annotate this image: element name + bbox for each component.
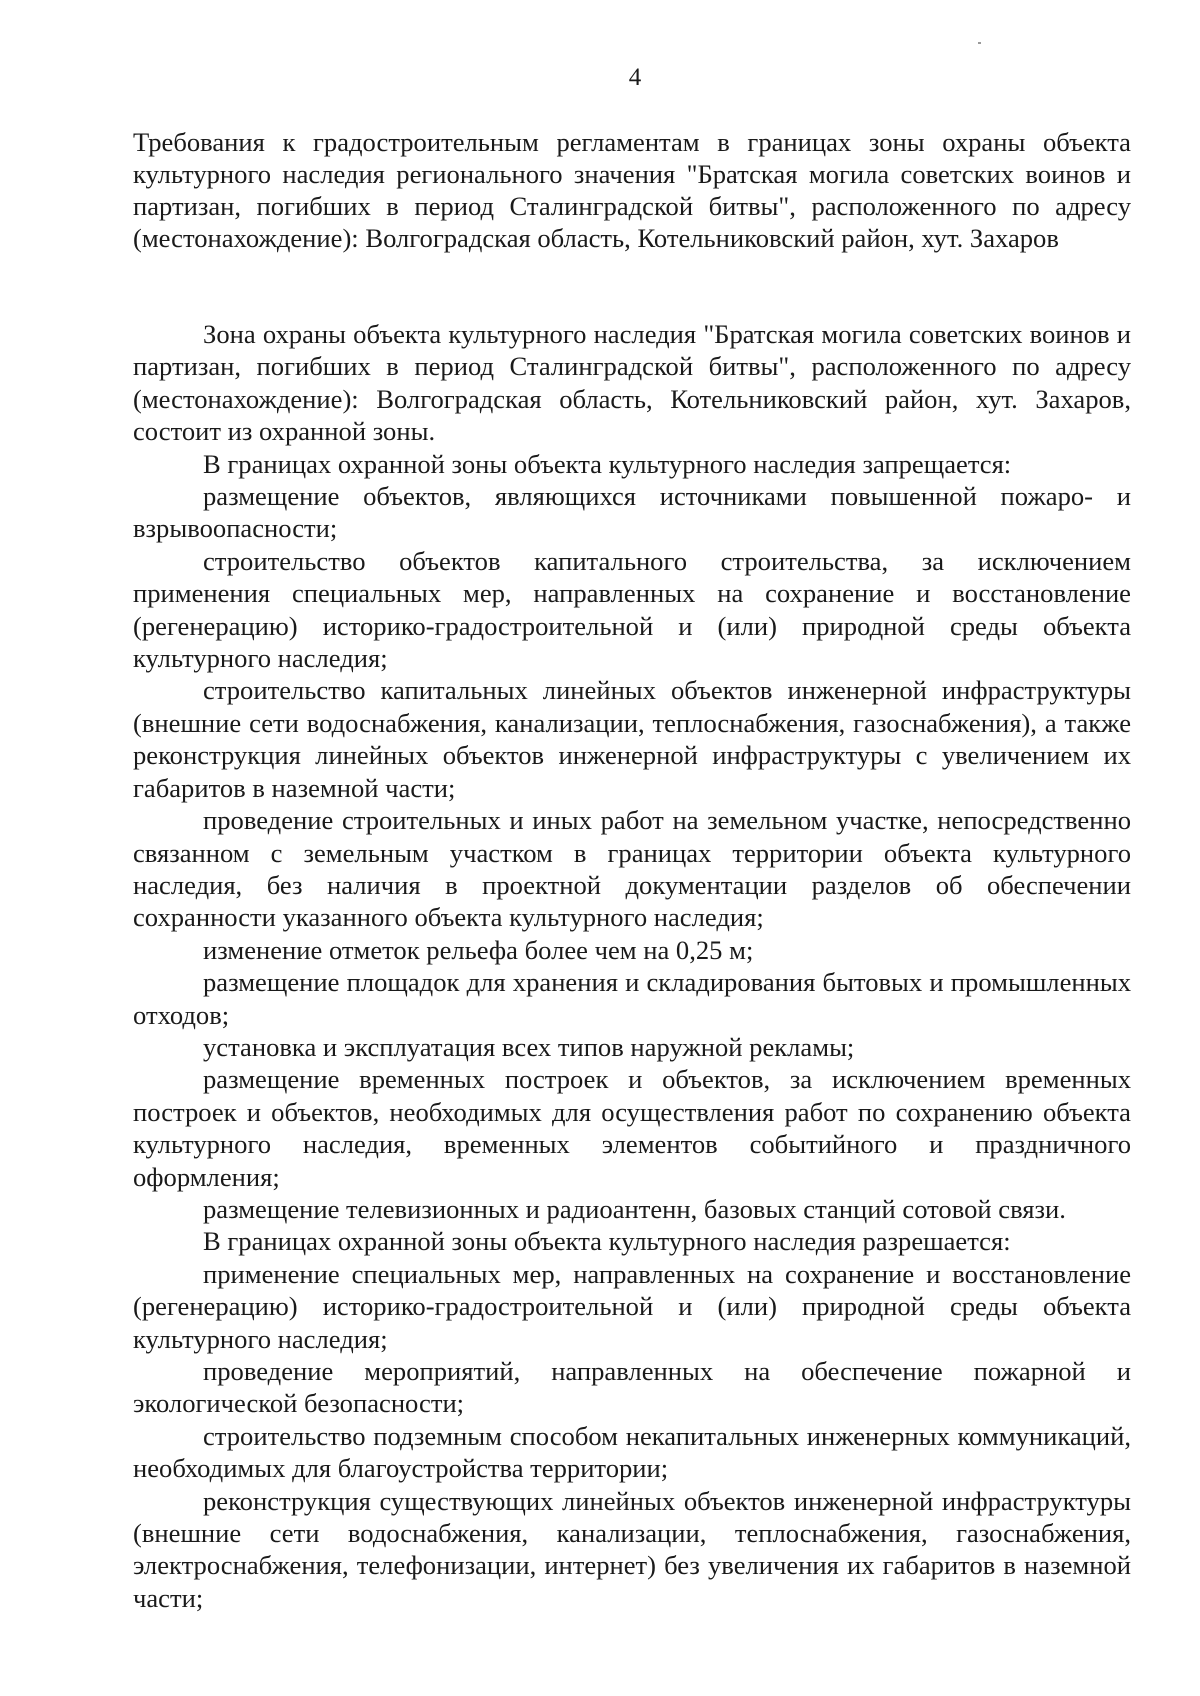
paragraph-permitted-item: применение специальных мер, направленных на сохранение и восстановление (регенерацию) историко-градостроительной и (или) природной среды объекта культурного наследия; — [133, 1258, 1131, 1354]
paragraph-permitted-item: строительство подземным способом некапитальных инженерных коммуникаций, необходимых для благоустройства территории; — [133, 1420, 1131, 1484]
document-body — [133, 318, 1131, 1614]
scan-speck — [978, 42, 981, 44]
page-number: 4 — [628, 64, 642, 91]
paragraph-prohibited-item: изменение отметок рельефа более чем на 0,25 м; — [203, 934, 754, 965]
paragraph-prohibited-item: размещение телевизионных и радиоантенн, базовых станций сотовой связи. — [203, 1193, 1066, 1224]
paragraph-permitted-item: реконструкция существующих линейных объектов инженерной инфраструктуры (внешние сети водоснабжения, канализации, теплоснабжения, газоснабжения, электроснабжения, телефонизации, интернет) без увеличения их габаритов в наземной части; — [133, 1485, 1131, 1613]
paragraph-prohibited-item: размещение объектов, являющихся источниками повышенной пожаро- и взрывоопасности; — [133, 481, 1131, 544]
paragraph-prohibited-item: размещение площадок для хранения и складирования бытовых и промышленных отходов; — [133, 967, 1131, 1030]
paragraph-prohibited-item: строительство капитальных линейных объектов инженерной инфраструктуры (внешние сети водоснабжения, канализации, теплоснабжения, газоснабжения), а также реконструкция линейных объектов инженерной инфраструктуры с увеличением их габаритов в наземной части; — [133, 675, 1131, 803]
paragraph-prohibited-intro: В границах охранной зоны объекта культурного наследия запрещается: — [203, 448, 1012, 479]
paragraph-permitted-intro: В границах охранной зоны объекта культурного наследия разрешается: — [203, 1226, 1011, 1257]
paragraph-prohibited-item: размещение временных построек и объектов, за исключением временных построек и объектов, необходимых для осуществления работ по сохранению объекта культурного наследия, временных элементов событийного и праздничного оформления; — [133, 1064, 1131, 1192]
paragraph-prohibited-item: строительство объектов капитального строительства, за исключением применения специальных мер, направленных на сохранение и восстановление (регенерацию) историко-градостроительной и (или) природной среды объекта культурного наследия; — [133, 545, 1131, 674]
paragraph-prohibited-item: установка и эксплуатация всех типов наружной рекламы; — [203, 1031, 855, 1062]
document-heading: Требования к градостроительным регламентам в границах зоны охраны объекта культурного наследия регионального значения "Братская могила советских воинов и партизан, погибших в период Сталинградской битвы", расположенного по адресу (местонахождение): Волгоградская область, Котельниковский район, хут. Захаров — [133, 127, 1131, 253]
paragraph-permitted-item: проведение мероприятий, направленных на обеспечение пожарной и экологической безопасности; — [133, 1356, 1131, 1419]
paragraph-zone-description: Зона охраны объекта культурного наследия "Братская могила советских воинов и партизан, погибших в период Сталинградской битвы", расположенного по адресу (местонахождение): Волгоградская область, Котельниковский район, хут. Захаров, состоит из охранной зоны. — [133, 319, 1131, 447]
paragraph-prohibited-item: проведение строительных и иных работ на земельном участке, непосредственно связанном с земельным участком в границах территории объекта культурного наследия, без наличия в проектной документации разделов об обеспечении сохранности указанного объекта культурного наследия; — [133, 805, 1131, 933]
